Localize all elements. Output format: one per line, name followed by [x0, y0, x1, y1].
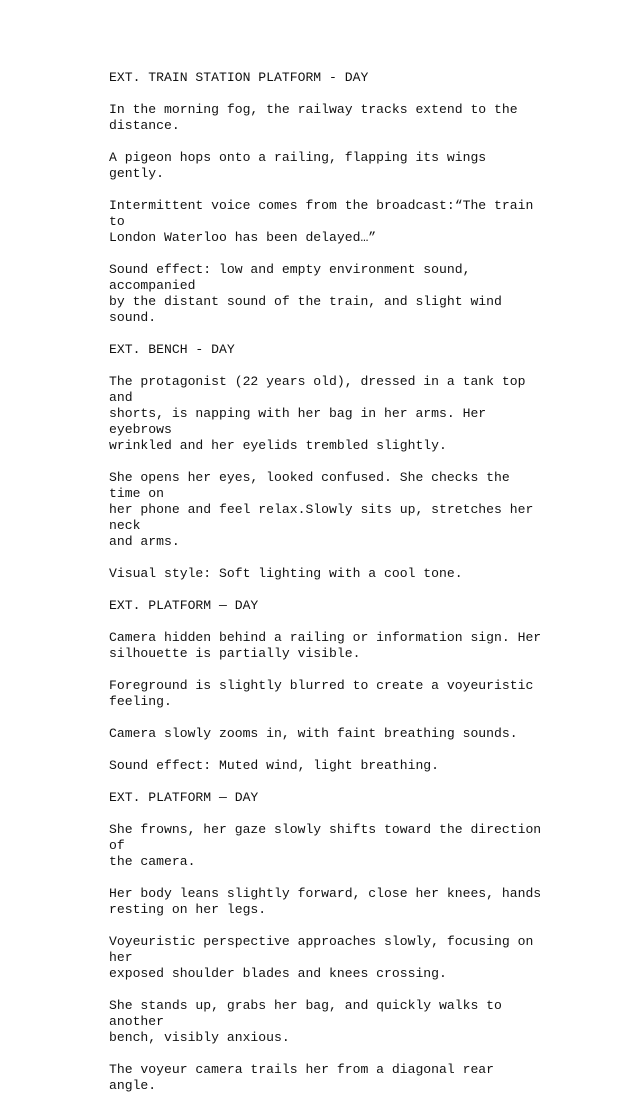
action-line: Her body leans slightly forward, close her knees, hands resting on her legs.: [109, 886, 542, 917]
action-line: Sound effect: low and empty environment sound, accompanied by the distant sound of the train, and slight wind sound.: [109, 262, 502, 325]
action-line: She frowns, her gaze slowly shifts toward the direction of the camera.: [109, 822, 542, 869]
action-line: Visual style: Soft lighting with a cool tone.: [109, 566, 463, 581]
action-line: Camera slowly zooms in, with faint breathing sounds.: [109, 726, 518, 741]
action-line: The voyeur camera trails her from a diagonal rear angle.: [109, 1062, 502, 1093]
action-line: Voyeuristic perspective approaches slowly, focusing on her exposed shoulder blades and knees crossing.: [109, 934, 534, 981]
action-line: Camera hidden behind a railing or information sign. Her silhouette is partially visible.: [109, 630, 542, 661]
action-line: She stands up, grabs her bag, and quickly walks to another bench, visibly anxious.: [109, 998, 502, 1045]
action-line: A pigeon hops onto a railing, flapping its wings gently.: [109, 150, 495, 181]
scene-heading: EXT. BENCH - DAY: [109, 342, 235, 357]
action-line: Intermittent voice comes from the broadcast:“The train to London Waterloo has been delayed…”: [109, 198, 534, 245]
action-line: Sound effect: Muted wind, light breathing.: [109, 758, 440, 773]
scene-heading: EXT. PLATFORM — DAY: [109, 598, 259, 613]
action-line: Foreground is slightly blurred to create a voyeuristic feeling.: [109, 678, 534, 709]
action-line: In the morning fog, the railway tracks extend to the distance.: [109, 102, 518, 133]
scene-heading: EXT. TRAIN STATION PLATFORM - DAY: [109, 70, 369, 85]
scene-heading: EXT. PLATFORM — DAY: [109, 790, 259, 805]
action-line: The protagonist (22 years old), dressed in a tank top and shorts, is napping with her bag in her arms. Her eyebrows wrinkled and her eyelids trembled slightly.: [109, 374, 526, 453]
screenplay-body: [109, 70, 549, 1110]
action-line: She opens her eyes, looked confused. She checks the time on her phone and feel relax.Slowly sits up, stretches her neck and arms.: [109, 470, 534, 549]
